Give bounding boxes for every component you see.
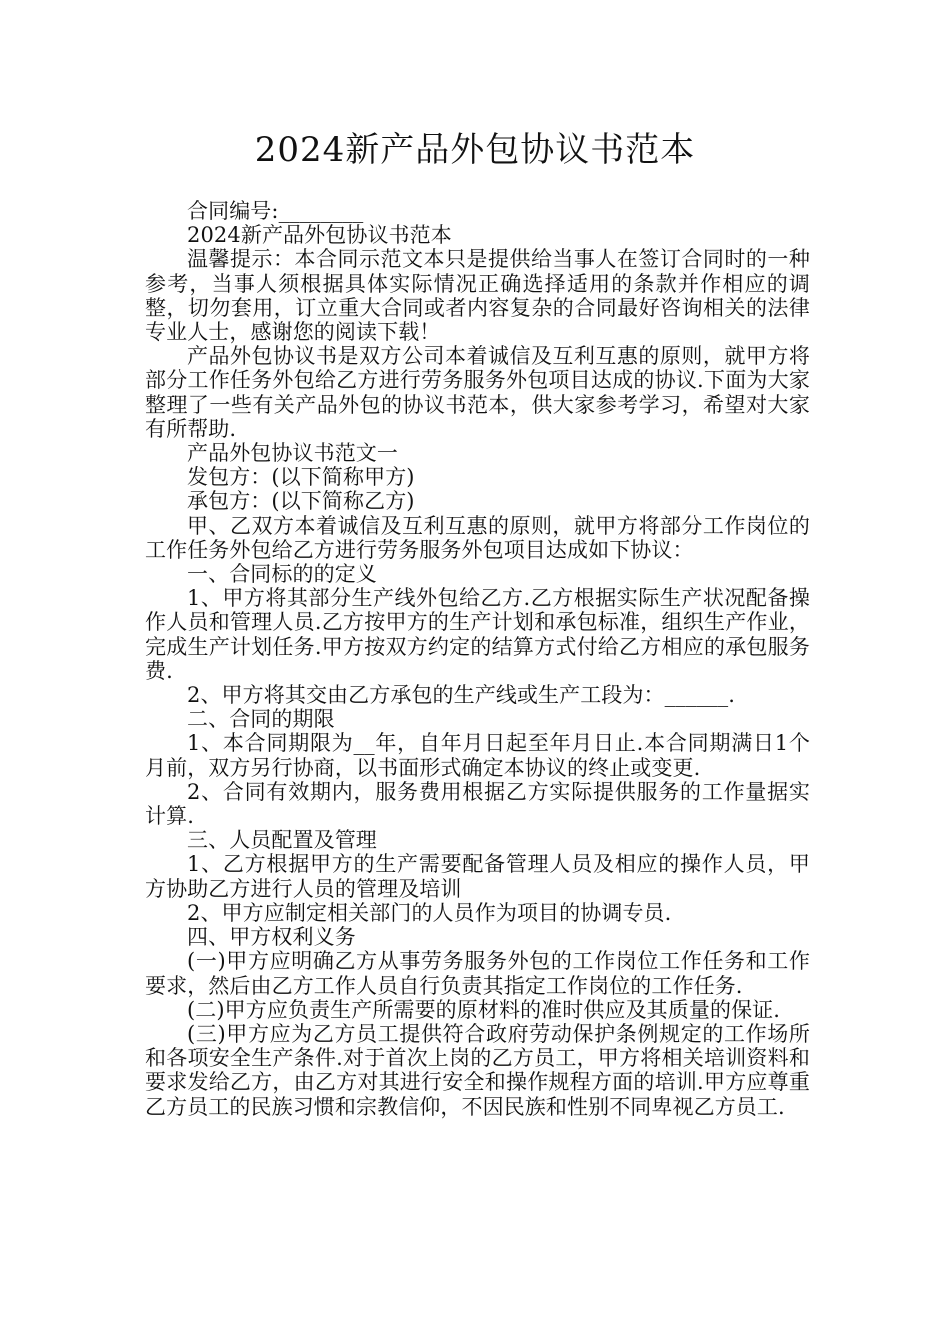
clause-1-1: 1、甲方将其部分生产线外包给乙方.乙方根据实际生产状况配备操作人员和管理人员.乙方按甲方的生产计划和承包标准，组织生产作业，完成生产计划任务.甲方按双方约定的结算方式付给乙方相应的承包服务费. xyxy=(145,586,810,683)
sample-heading: 产品外包协议书范文一 xyxy=(187,441,398,466)
contract-number-line: 合同编号:________ xyxy=(187,199,364,223)
clause-1-2: 2、甲方将其交由乙方承包的生产线或生产工段为：______. xyxy=(187,683,736,708)
reminder-paragraph: 温馨提示：本合同示范文本只是提供给当事人在签订合同时的一种参考，当事人须根据具体实际情况正确选择适用的条款并作相应的调整，切勿套用，订立重大合同或者内容复杂的合同最好咨询相关的法律专业人士，感谢您的阅读下载！ xyxy=(145,247,810,345)
clause-3-1: 1、乙方根据甲方的生产需要配备管理人员及相应的操作人员，甲方协助乙方进行人员的管理及培训 xyxy=(145,852,810,901)
document-title: 2024新产品外包协议书范本 xyxy=(254,130,696,170)
clause-3-2: 2、甲方应制定相关部门的人员作为项目的协调专员. xyxy=(187,900,672,925)
document-body xyxy=(145,199,810,1119)
clause-4-2: (二)甲方应负责生产所需要的原材料的准时供应及其质量的保证. xyxy=(187,997,781,1022)
intro-paragraph: 产品外包协议书是双方公司本着诚信及互利互惠的原则，就甲方将部分工作任务外包给乙方进行劳务服务外包项目达成的协议.下面为大家整理了一些有关产品外包的协议书范本，供大家参考学习，希望对大家有所帮助. xyxy=(145,344,810,441)
clause-2-2: 2、合同有效期内，服务费用根据乙方实际提供服务的工作量据实计算. xyxy=(145,779,810,829)
section-heading-2: 二、合同的期限 xyxy=(187,707,335,732)
subtitle-line: 2024新产品外包协议书范本 xyxy=(187,223,452,248)
clause-4-1: (一)甲方应明确乙方从事劳务服务外包的工作岗位工作任务和工作要求，然后由乙方工作人员自行负责其指定工作岗位的工作任务. xyxy=(145,949,810,998)
party-a-line: 发包方：(以下简称甲方) xyxy=(187,465,415,490)
agreement-preamble: 甲、乙双方本着诚信及互利互惠的原则，就甲方将部分工作岗位的工作任务外包给乙方进行劳务服务外包项目达成如下协议： xyxy=(145,513,810,562)
party-b-line: 承包方：(以下简称乙方) xyxy=(187,489,415,514)
clause-4-3: (三)甲方应为乙方员工提供符合政府劳动保护条例规定的工作场所和各项安全生产条件.对于首次上岗的乙方员工，甲方将相关培训资料和要求发给乙方，由乙方对其进行安全和操作规程方面的培训.甲方应尊重乙方员工的民族习惯和宗教信仰，不因民族和性别不同卑视乙方员工. xyxy=(145,1021,810,1119)
section-heading-1: 一、合同标的的定义 xyxy=(187,562,377,587)
section-heading-4: 四、甲方权利义务 xyxy=(187,925,356,950)
section-heading-3: 三、人员配置及管理 xyxy=(187,828,377,853)
clause-2-1: 1、本合同期限为__年，自年月日起至年月日止.本合同期满日1个月前，双方另行协商，以书面形式确定本协议的终止或变更. xyxy=(145,731,810,780)
